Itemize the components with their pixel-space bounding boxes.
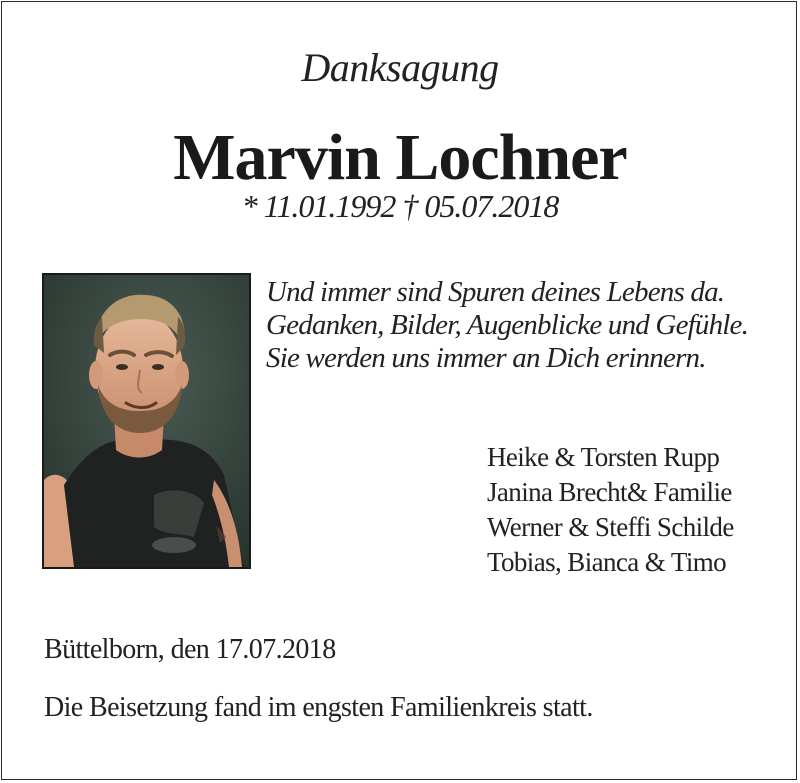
- mourner-entry: Tobias, Bianca & Timo: [487, 547, 727, 577]
- quote-line: Und immer sind Spuren deines Lebens da.: [266, 276, 725, 308]
- mourners-list: [487, 440, 734, 580]
- place-and-date: Büttelborn, den 17.07.2018: [44, 634, 336, 665]
- portrait-photo: [42, 273, 251, 569]
- memorial-quote: [266, 276, 786, 375]
- deceased-name: Marvin Lochner: [173, 121, 627, 194]
- portrait-illustration: [44, 275, 249, 567]
- mourner-entry: Heike & Torsten Rupp: [487, 442, 720, 472]
- mourner-entry: Janina Brecht& Familie: [487, 477, 732, 507]
- quote-line: Sie werden uns immer an Dich erinnern.: [266, 342, 706, 374]
- life-dates: * 11.01.1992 † 05.07.2018: [241, 188, 559, 224]
- notice-heading: Danksagung: [301, 45, 499, 90]
- funeral-note: Die Beisetzung fand im engsten Familienkreis statt.: [44, 692, 593, 723]
- quote-line: Gedanken, Bilder, Augenblicke und Gefühle.: [266, 309, 749, 341]
- mourner-entry: Werner & Steffi Schilde: [487, 512, 734, 542]
